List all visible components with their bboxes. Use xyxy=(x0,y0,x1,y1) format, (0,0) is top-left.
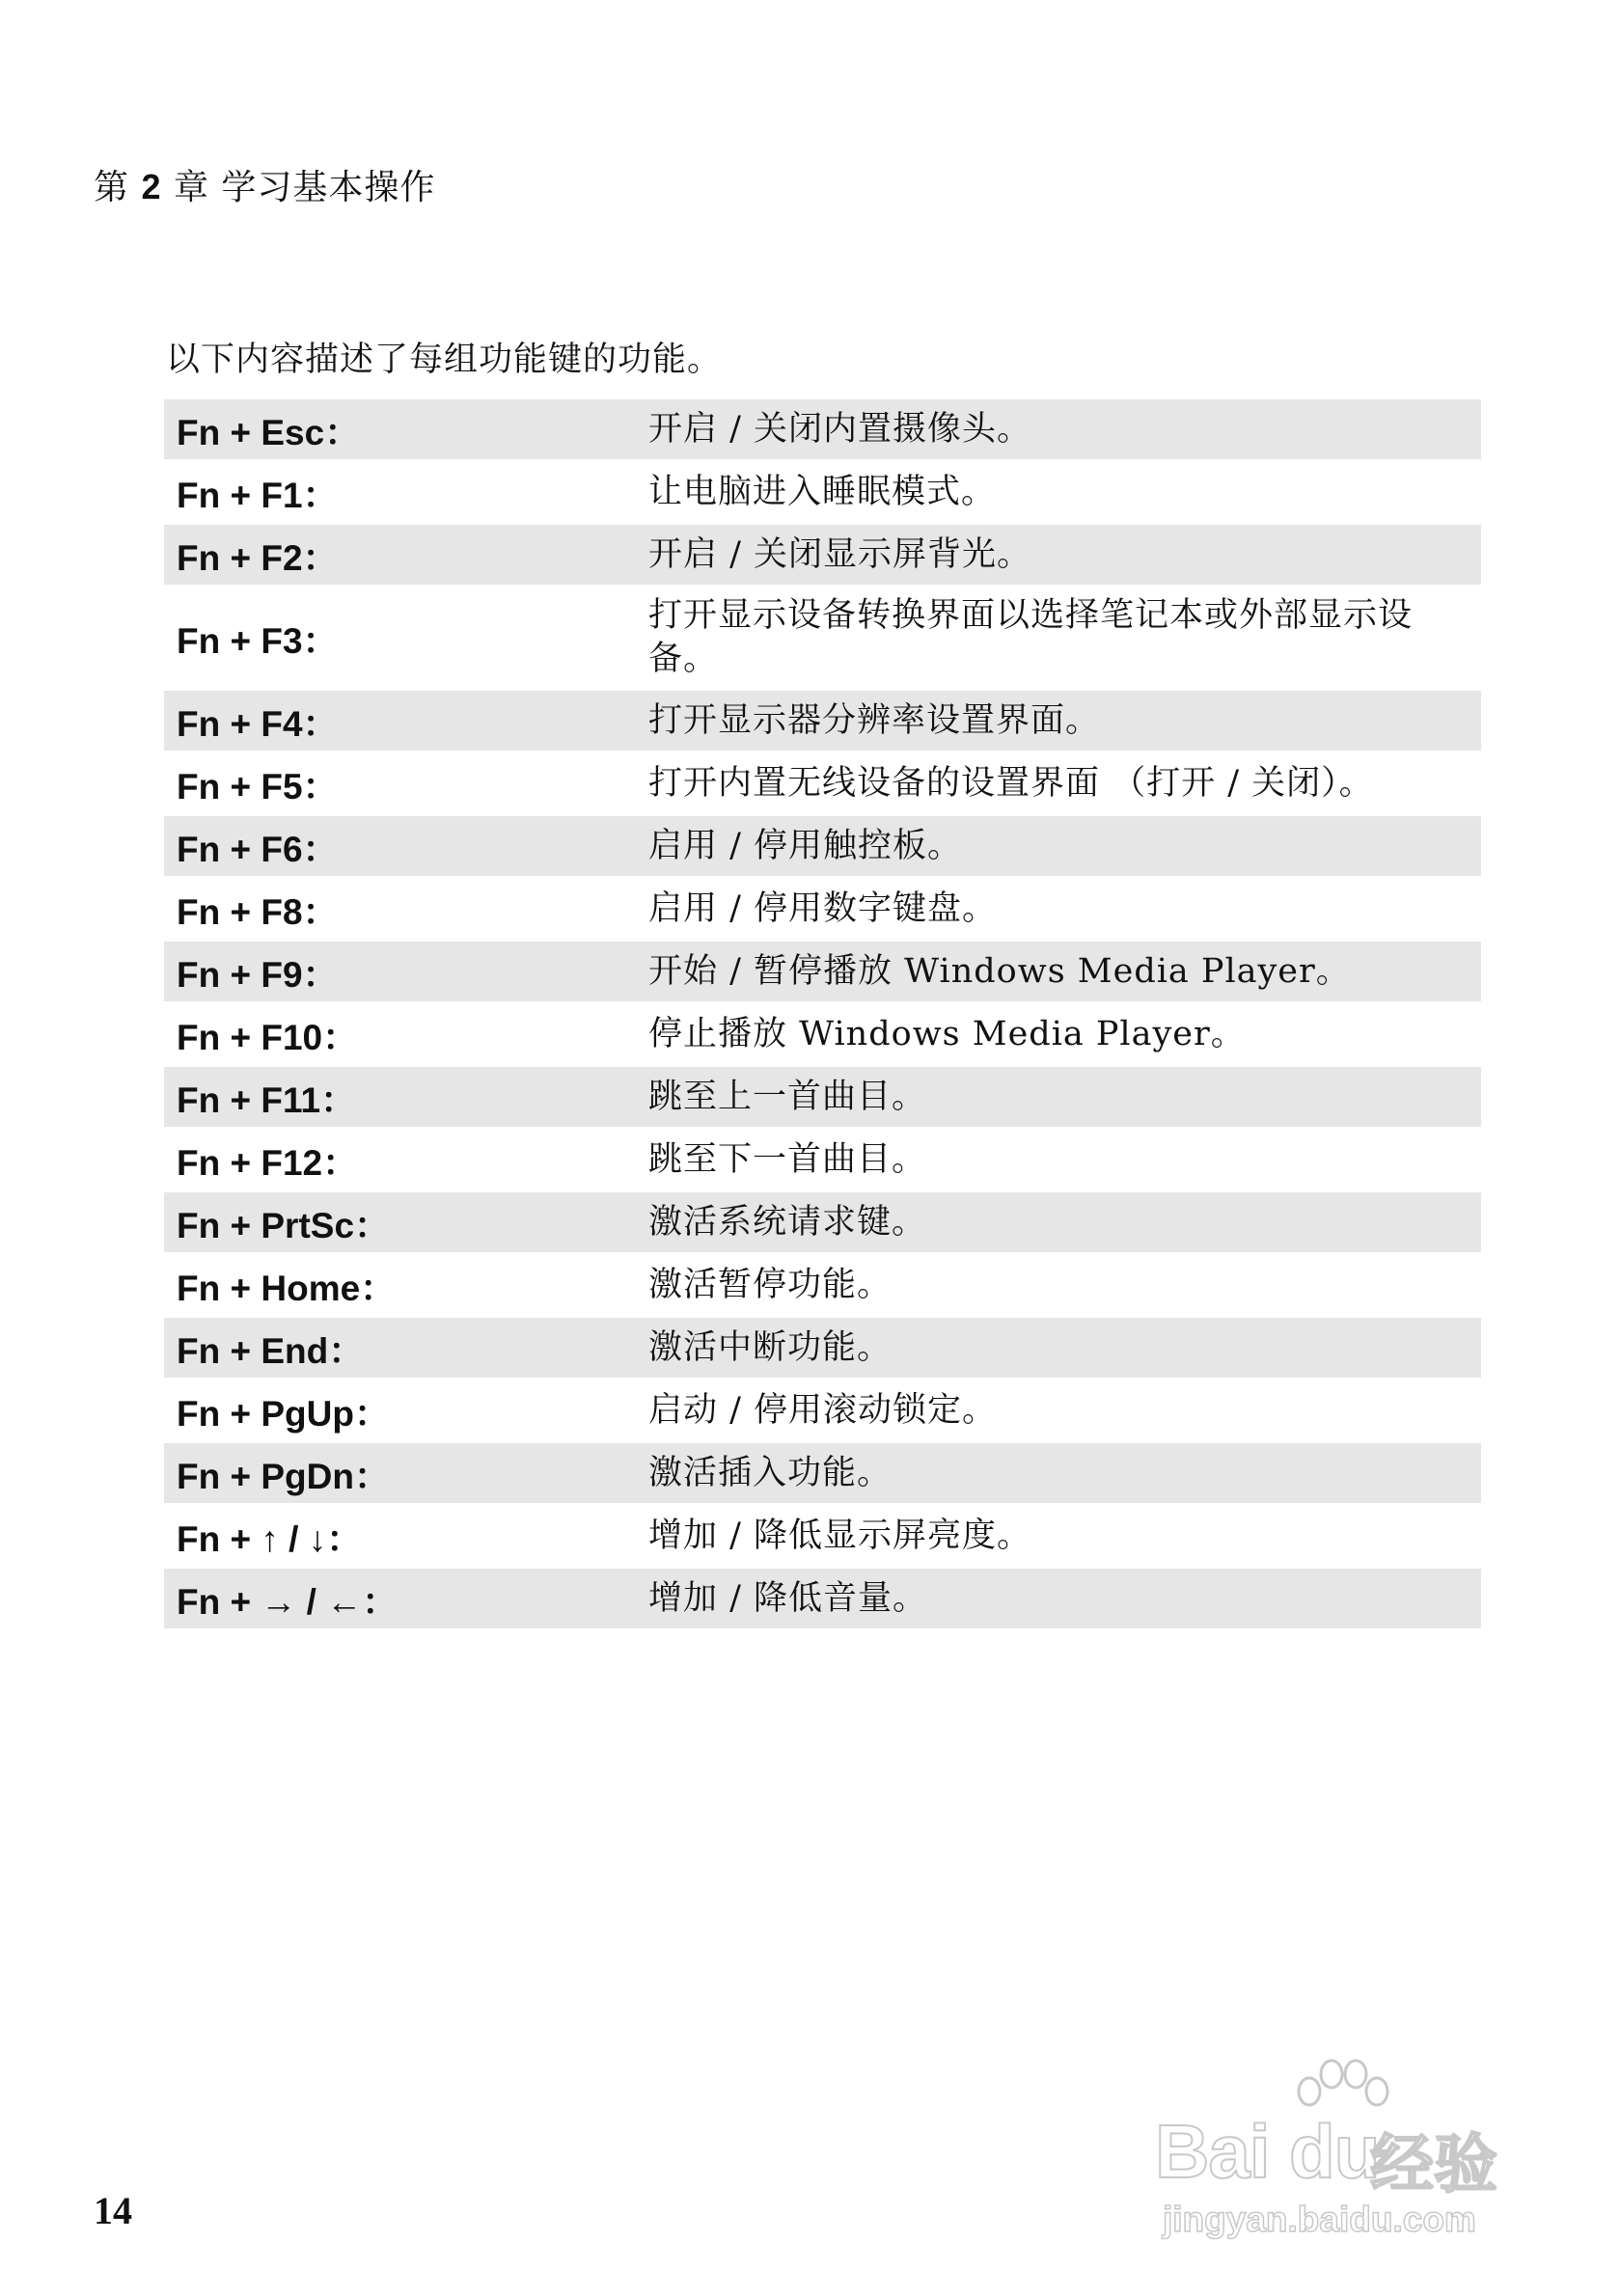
key-description: 跳至上一首曲目。 xyxy=(648,1067,1481,1127)
key-description: 启动 / 停用滚动锁定。 xyxy=(648,1390,998,1430)
key-description: 激活插入功能。 xyxy=(648,1443,1481,1503)
key-combo: Fn + PrtSc： xyxy=(164,1192,648,1252)
watermark-logo: Bai du xyxy=(1155,2109,1380,2194)
table-row xyxy=(164,1192,1481,1252)
chapter-title: 章 学习基本操作 xyxy=(173,168,436,207)
table-row xyxy=(164,816,1481,876)
watermark-brand: 经验 xyxy=(1370,2127,1497,2201)
key-combo: Fn + Esc： xyxy=(164,399,648,459)
key-combo: Fn + F3： xyxy=(177,621,339,661)
key-description: 跳至下一首曲目。 xyxy=(648,1139,927,1179)
table-row xyxy=(164,1004,1481,1064)
key-description: 增加 / 降低音量。 xyxy=(648,1569,1481,1628)
key-combo: Fn + F8： xyxy=(177,892,339,932)
table-row xyxy=(164,1443,1481,1503)
key-combo: Fn + F5： xyxy=(177,767,339,806)
key-combo: Fn + F11： xyxy=(164,1067,648,1127)
table-row xyxy=(164,1255,1481,1315)
key-combo: Fn + → / ←： xyxy=(164,1569,648,1628)
key-combo: Fn + Home： xyxy=(177,1269,397,1308)
table-row xyxy=(164,1569,1481,1628)
key-combo: Fn + F6： xyxy=(164,816,648,876)
key-description: 启用 / 停用数字键盘。 xyxy=(648,888,998,928)
key-combo: Fn + F1： xyxy=(177,476,339,515)
chapter-prefix: 第 xyxy=(94,168,130,207)
function-key-table xyxy=(164,396,1481,1631)
key-description: 启用 / 停用触控板。 xyxy=(648,816,1481,876)
key-combo: Fn + F4： xyxy=(164,691,648,751)
key-description: 让电脑进入睡眠模式。 xyxy=(648,472,997,511)
key-combo: Fn + F9： xyxy=(164,942,648,1001)
table-row xyxy=(164,1130,1481,1189)
table-row xyxy=(164,588,1481,688)
watermark-url: jingyan.baidu.com xyxy=(1163,2200,1476,2239)
key-combo: Fn + F10： xyxy=(177,1018,359,1057)
key-description: 激活中断功能。 xyxy=(648,1318,1481,1378)
table-row xyxy=(164,879,1481,939)
key-description: 开始 / 暂停播放 Windows Media Player。 xyxy=(648,942,1481,1001)
intro-text: 以下内容描述了每组功能键的功能。 xyxy=(166,341,723,379)
key-combo: Fn + PgDn： xyxy=(164,1443,648,1503)
key-description: 打开内置无线设备的设置界面 （打开 / 关闭）。 xyxy=(648,763,1374,803)
table-row xyxy=(164,399,1481,459)
table-row xyxy=(164,1506,1481,1566)
table-row xyxy=(164,1067,1481,1127)
key-description: 开启 / 关闭内置摄像头。 xyxy=(648,399,1481,459)
chapter-header xyxy=(94,160,435,209)
table-row xyxy=(164,1380,1481,1440)
table-row xyxy=(164,462,1481,522)
key-description: 停止播放 Windows Media Player。 xyxy=(648,1014,1246,1053)
chapter-number: 2 xyxy=(141,167,162,206)
key-description: 打开显示器分辨率设置界面。 xyxy=(648,691,1481,751)
key-description: 激活暂停功能。 xyxy=(648,1265,893,1304)
table-row xyxy=(164,1318,1481,1378)
key-description: 激活系统请求键。 xyxy=(648,1192,1481,1252)
key-description: 打开显示设备转换界面以选择笔记本或外部显示设备。 xyxy=(648,596,1414,678)
key-description: 增加 / 降低显示屏亮度。 xyxy=(648,1516,1032,1555)
key-combo: Fn + F2： xyxy=(164,525,648,585)
key-combo: Fn + PgUp： xyxy=(177,1394,390,1434)
key-combo: Fn + F12： xyxy=(177,1143,359,1183)
page-number: 14 xyxy=(94,2189,132,2232)
table-row xyxy=(164,942,1481,1001)
key-combo: Fn + End： xyxy=(164,1318,648,1378)
baidu-watermark xyxy=(1153,2055,1558,2248)
table-row xyxy=(164,525,1481,585)
table-row xyxy=(164,753,1481,813)
key-description: 开启 / 关闭显示屏背光。 xyxy=(648,525,1481,585)
table-row xyxy=(164,691,1481,751)
key-combo: Fn + ↑ / ↓： xyxy=(177,1519,363,1559)
